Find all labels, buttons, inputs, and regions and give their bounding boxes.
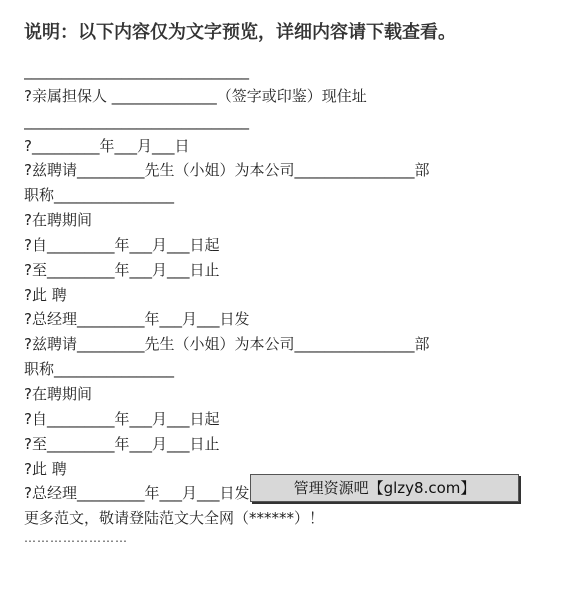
term-end-line: ?至_________年___月___日止 <box>24 260 220 279</box>
title-line: 职称________________ <box>24 186 175 205</box>
term-start-line: ?自_________年___月___日起 <box>24 235 220 254</box>
watermark-stamp: 管理资源吧【glzy8.com】 <box>250 474 519 502</box>
issued-by-line: ?总经理_________年___月___日发 <box>24 484 250 503</box>
term-heading: ?在聘期间 <box>24 384 92 403</box>
guarantor-line: ?亲属担保人 ______________（签字或印鉴）现住址 <box>24 86 367 105</box>
preview-notice: 说明：以下内容仅为文字预览，详细内容请下载查看。 <box>24 22 456 43</box>
ellipsis-dots: …………………… <box>24 531 128 546</box>
hereby-line: ?此 聘 <box>24 285 67 304</box>
term-start-line: ?自_________年___月___日起 <box>24 409 220 428</box>
signature-underline: ______________________________ <box>24 62 249 80</box>
address-underline: ______________________________ <box>24 111 249 130</box>
term-heading: ?在聘期间 <box>24 211 92 230</box>
term-end-line: ?至_________年___月___日止 <box>24 434 220 453</box>
date-line: ?_________年___月___日 <box>24 136 190 155</box>
title-line: 职称________________ <box>24 360 175 379</box>
issued-by-line: ?总经理_________年___月___日发 <box>24 310 250 329</box>
appointment-line: ?兹聘请_________先生（小姐）为本公司________________部 <box>24 161 430 180</box>
document-body <box>24 59 564 545</box>
appointment-line: ?兹聘请_________先生（小姐）为本公司________________部 <box>24 335 430 354</box>
more-templates-link-text: 更多范文，敬请登陆范文大全网（******）！ <box>24 509 325 528</box>
hereby-line: ?此 聘 <box>24 459 67 478</box>
